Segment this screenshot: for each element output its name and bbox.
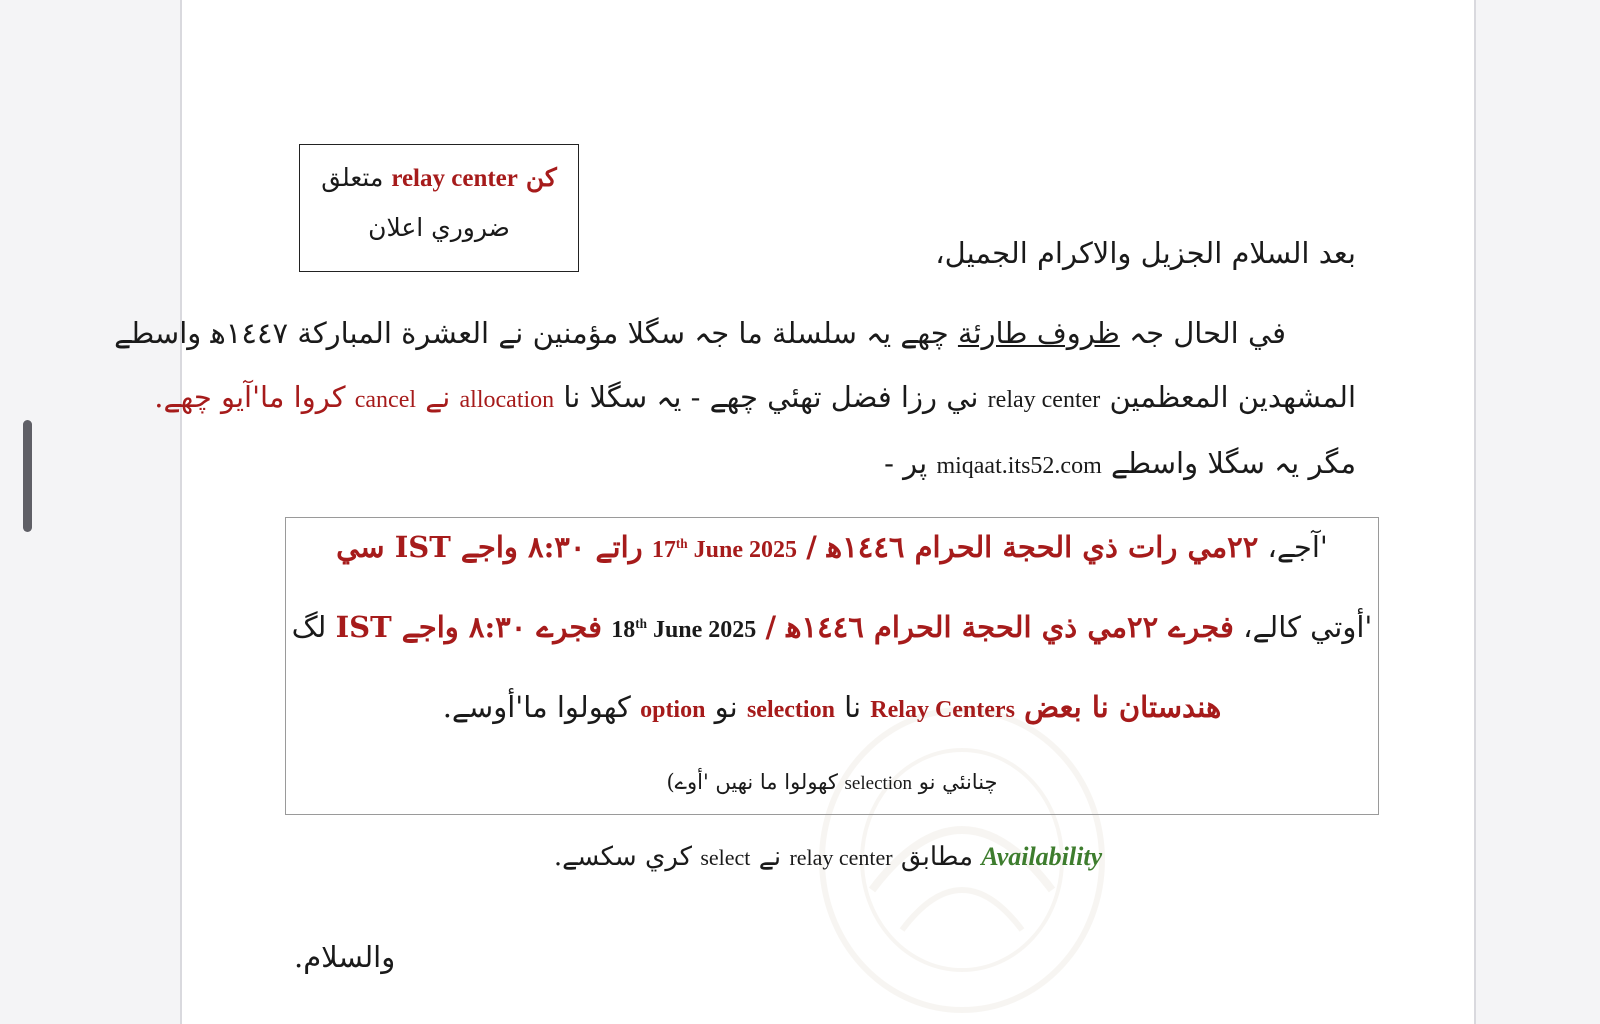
availability-relay-center: relay center <box>789 845 893 870</box>
schedule-4-selection: selection <box>844 773 913 794</box>
schedule-3-relay-centers: Relay Centers <box>870 697 1015 723</box>
schedule-3-na: نا <box>844 690 862 724</box>
schedule-1-month-year: June 2025 <box>693 537 797 563</box>
schedule-3-region: هندستان نا بعض <box>1024 690 1222 724</box>
notice-prefix: كن <box>525 163 557 192</box>
schedule-1-day: 17 <box>651 537 676 563</box>
schedule-2-gregorian <box>611 616 756 644</box>
schedule-2-day: 18 <box>611 617 636 643</box>
availability-select: select <box>700 845 751 870</box>
schedule-1-gregorian <box>652 536 797 564</box>
notice-box <box>299 144 579 272</box>
greeting-line: بعد السلام الجزيل والاكرام الجميل، <box>935 236 1356 270</box>
schedule-2-lead: 'أوتي كالے، <box>1243 610 1373 644</box>
notice-subtitle: ضروري اعلان <box>368 213 510 242</box>
schedule-2-sup: th <box>635 616 647 631</box>
para1-underlined: ظروف طارئة <box>957 316 1120 350</box>
schedule-4-text-a: چنانئي نو <box>918 770 998 794</box>
schedule-4-text-b: كھولوا ما نهيں 'أوے) <box>666 770 838 794</box>
para2-relay-center: relay center <box>987 387 1101 413</box>
availability-mutabiq: مطابق <box>900 842 974 872</box>
schedule-1-hijri: ٢٢مي رات ذي الحجة الحرام ١٤٤٦ﻫ / <box>806 530 1259 564</box>
para2-ne: نے <box>425 380 451 414</box>
notice-suffix: متعلق <box>321 163 384 192</box>
paragraph-3 <box>884 446 1356 480</box>
vertical-scrollbar-thumb[interactable] <box>23 420 32 532</box>
schedule-1-sup: th <box>675 536 688 551</box>
schedule-1-time: راتے ٨:٣٠ واجے IST سي <box>336 530 643 564</box>
para2-part-b: ني رزا فضل تھئي چھے - يہ سگلا نا <box>563 380 979 414</box>
schedule-2-end: لگ <box>291 610 327 644</box>
paragraph-1 <box>114 316 1286 350</box>
para2-part-c: كروا ما'آيو چھے. <box>154 380 346 414</box>
para3-part-a: مگر يہ سگلا واسطے <box>1110 446 1356 480</box>
schedule-3-selection: selection <box>746 697 835 723</box>
schedule-2-month-year: June 2025 <box>652 617 757 643</box>
schedule-3-nu: نو <box>714 690 738 724</box>
para3-url[interactable]: miqaat.its52.com <box>936 453 1102 479</box>
schedule-2-time: فجرے ٨:٣٠ واجے IST <box>335 610 602 644</box>
schedule-line-4 <box>286 770 1378 795</box>
para1-part-b: چھے يہ سلسلة ما جہ سگلا مؤمنين نے العشرة المباركة ١٤٤٧ﻫ واسطے <box>114 316 949 350</box>
schedule-line-3 <box>286 690 1378 724</box>
availability-line <box>182 842 1474 872</box>
para2-cancel: cancel <box>354 387 417 413</box>
schedule-2-hijri: فجرے ٢٢مي ذي الحجة الحرام ١٤٤٦ﻫ / <box>765 610 1234 644</box>
para1-part-a: في الحال جہ <box>1129 316 1286 350</box>
notice-title <box>300 163 578 193</box>
schedule-box <box>285 517 1379 815</box>
schedule-line-2 <box>286 610 1378 644</box>
para2-part-a: المشهدين المعظمين <box>1109 380 1356 414</box>
schedule-3-end: كھولوا ما'أوسے. <box>442 690 631 724</box>
closing-line: والسلام. <box>294 940 396 974</box>
availability-ne: نے <box>758 842 782 872</box>
schedule-line-1 <box>286 530 1378 564</box>
availability-end: كري سكسے. <box>553 842 693 872</box>
schedule-1-lead: 'آجے، <box>1267 530 1328 564</box>
paragraph-2 <box>154 380 1356 414</box>
schedule-3-option: option <box>640 697 706 723</box>
notice-relay-label: relay center <box>391 165 518 192</box>
document-page <box>114 0 1476 1024</box>
para2-allocation: allocation <box>459 387 555 413</box>
para3-part-b: پر - <box>884 446 928 480</box>
availability-word: Availability <box>981 842 1103 871</box>
